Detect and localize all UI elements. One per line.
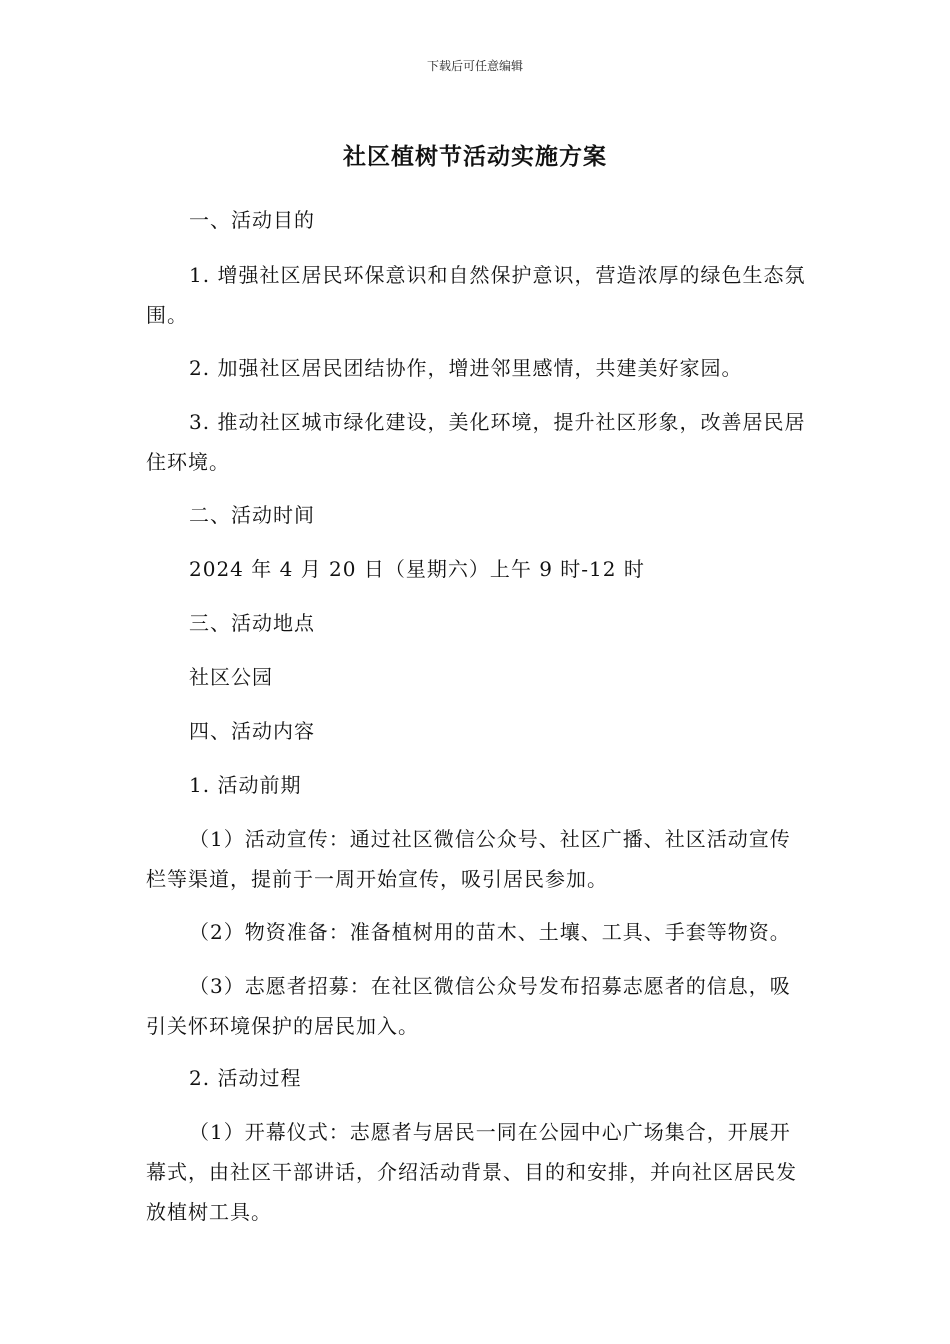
section-heading-purpose: 一、活动目的	[189, 208, 315, 232]
paragraph-purpose-3: 3. 推动社区城市绿化建设，美化环境，提升社区形象，改善居民居住环境。	[146, 410, 806, 474]
paragraph-opening-ceremony: （1）开幕仪式：志愿者与居民一同在公园中心广场集合，开展开幕式，由社区干部讲话，介绍活动背景、目的和安排，并向社区居民发放植树工具。	[146, 1120, 797, 1224]
paragraph-publicity: （1）活动宣传：通过社区微信公众号、社区广播、社区活动宣传栏等渠道，提前于一周开始宣传，吸引居民参加。	[146, 827, 791, 891]
subheading-early-stage: 1. 活动前期	[189, 773, 302, 797]
paragraph-purpose-2: 2. 加强社区居民团结协作，增进邻里感情，共建美好家园。	[189, 356, 743, 380]
paragraph-purpose-1: 1. 增强社区居民环保意识和自然保护意识，营造浓厚的绿色生态氛围。	[146, 263, 806, 327]
paragraph-volunteers: （3）志愿者招募：在社区微信公众号发布招募志愿者的信息，吸引关怀环境保护的居民加入。	[146, 974, 791, 1038]
section-heading-location: 三、活动地点	[189, 611, 315, 635]
header-note: 下载后可任意编辑	[426, 59, 523, 73]
section-heading-time: 二、活动时间	[189, 503, 315, 527]
section-heading-content: 四、活动内容	[189, 719, 315, 743]
subheading-process: 2. 活动过程	[189, 1066, 302, 1090]
paragraph-time: 2024 年 4 月 20 日（星期六）上午 9 时-12 时	[189, 557, 645, 581]
paragraph-location: 社区公园	[189, 665, 273, 689]
document-title: 社区植树节活动实施方案	[343, 144, 607, 170]
paragraph-materials: （2）物资准备：准备植树用的苗木、土壤、工具、手套等物资。	[189, 920, 791, 944]
